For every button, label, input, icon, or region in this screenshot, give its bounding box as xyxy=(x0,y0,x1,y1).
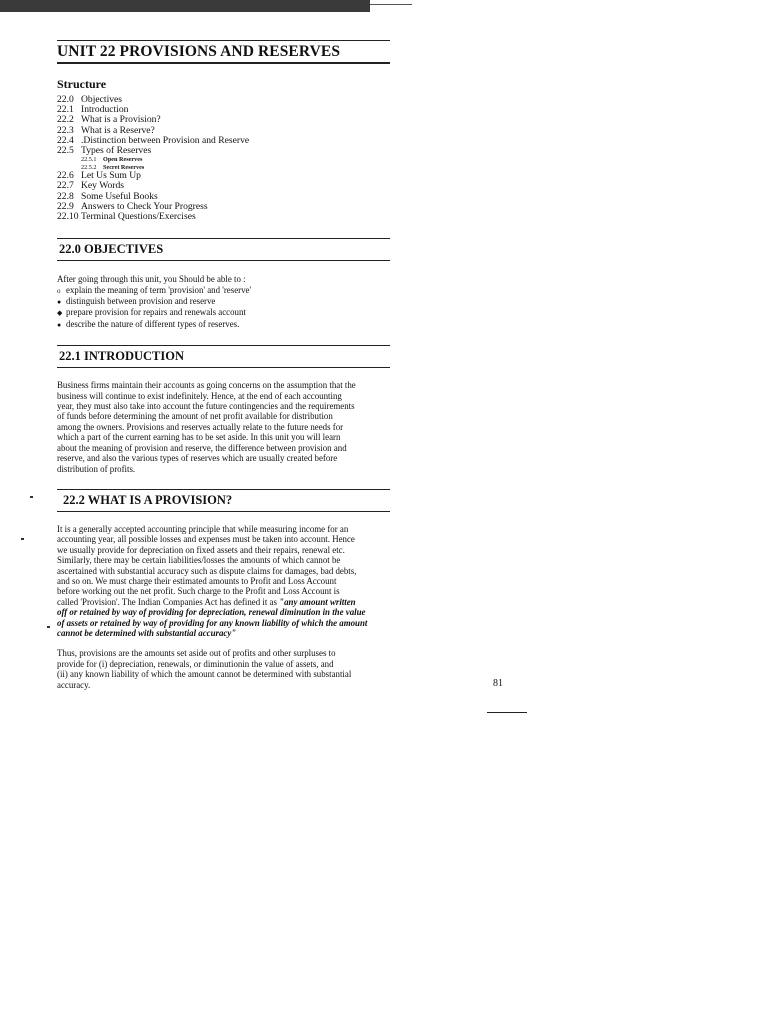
title-rule-bottom xyxy=(57,62,390,64)
text-line: distribution of profits. xyxy=(57,463,136,474)
toc-label: Introduction xyxy=(81,104,129,116)
quote-line: cannot be determined with substantial accuracy" xyxy=(57,627,237,638)
objective-item xyxy=(57,296,390,307)
objective-text: describe the nature of different types of reserves. xyxy=(66,318,240,329)
page-footer-rule xyxy=(487,712,527,713)
objectives-list xyxy=(57,285,390,331)
text-line: and so on. We must charge their estimated amounts to Profit and Loss Account xyxy=(57,575,337,586)
toc-label: Objectives xyxy=(81,94,123,105)
text-line: Similarly, there may be certain liabilities/losses the amounts of which cannot be xyxy=(57,555,341,566)
toc-label: Terminal Questions/Exercises xyxy=(81,211,196,223)
provision-summary-text xyxy=(57,648,390,690)
page-number: 81 xyxy=(493,678,503,689)
objective-text: explain the meaning of term 'provision' and 'reserve' xyxy=(66,284,252,295)
objectives-heading: 22.0 OBJECTIVES xyxy=(59,242,164,257)
text-line: of funds before determining the amount of net profit available for distribution xyxy=(57,411,333,422)
objective-item xyxy=(57,307,390,318)
text-line: It is a generally accepted accounting principle that while measuring income for an xyxy=(57,523,349,534)
text-line: before working out the net profit. Such charge to the Profit and Loss Account is xyxy=(57,586,340,597)
objectives-section xyxy=(57,238,390,330)
scan-mark xyxy=(47,626,50,628)
scan-edge-line xyxy=(370,4,412,5)
scan-mark xyxy=(30,496,33,498)
scan-mark xyxy=(21,538,24,540)
introduction-section xyxy=(57,345,390,474)
text-line: reserve, and also the various types of reserves which are usually created before xyxy=(57,453,338,464)
quote-line: off or retained by way of providing for depreciation, renewal diminution in the value xyxy=(57,607,366,618)
toc-number: 22.0 xyxy=(57,94,74,105)
provision-definition-quote xyxy=(57,607,390,638)
toc-number: 22.4 xyxy=(57,134,74,146)
text-line: (ii) any known liability of which the amount cannot be determined with substantial xyxy=(57,669,352,680)
toc-label: Answers to Check Your Progress xyxy=(81,200,208,212)
objective-item xyxy=(57,319,390,330)
toc-subitem xyxy=(57,156,390,164)
objective-text: prepare provision for repairs and renewals account xyxy=(66,307,246,318)
text-line: we usually provide for depreciation on fixed assets and their repairs, renewal etc. xyxy=(57,544,345,555)
unit-title: UNIT 22 PROVISIONS AND RESERVES xyxy=(57,43,341,60)
toc-number: 22.9 xyxy=(57,200,74,212)
bullet-icon: ● xyxy=(57,320,62,329)
section-rule xyxy=(57,511,390,512)
text-line: accuracy. xyxy=(57,679,91,690)
toc-label: Some Useful Books xyxy=(81,190,158,202)
provision-section xyxy=(57,489,390,690)
provision-heading: 22.2 WHAT IS A PROVISION? xyxy=(63,492,233,507)
provision-definition-line: called 'Provision'. The Indian Companies Act has defined it as "any amount written xyxy=(57,596,356,607)
text-line: among the owners. Provisions and reserves actually relate to the future needs for xyxy=(57,421,344,432)
section-rule xyxy=(57,367,390,368)
toc-number: 22.6 xyxy=(57,170,74,182)
toc-number: 22.1 xyxy=(57,104,74,116)
toc-number: 22.2 xyxy=(57,114,74,126)
toc-item xyxy=(57,146,390,156)
toc-label: Let Us Sum Up xyxy=(81,170,141,182)
toc-number: 22.8 xyxy=(57,190,74,202)
introduction-heading: 22.1 INTRODUCTION xyxy=(59,349,185,364)
toc-label: Open Reserves xyxy=(103,156,143,164)
objective-text: distinguish between provision and reserve xyxy=(66,296,216,307)
quote-line: of assets or retained by way of providing for any known liability of which the amount xyxy=(57,617,368,628)
text-line: about the meaning of provision and reserve, the difference between provision and xyxy=(57,442,347,453)
toc-label: What is a Provision? xyxy=(81,114,161,126)
toc-label: What is a Reserve? xyxy=(81,124,155,136)
title-rule-top xyxy=(57,40,390,41)
toc-number: 22.10 xyxy=(57,211,79,223)
toc-label: Key Words xyxy=(81,180,125,192)
text-line: ascertained with substantial accuracy such as dispute claims for damages, bad debts, xyxy=(57,565,357,576)
provision-text xyxy=(57,524,390,597)
bullet-icon: ◆ xyxy=(57,309,63,318)
document-page xyxy=(57,40,390,690)
section-rule xyxy=(57,260,390,261)
bullet-icon: o xyxy=(57,286,61,295)
text-line: Thus, provisions are the amounts set aside out of profits and other surpluses to xyxy=(57,648,336,659)
introduction-text xyxy=(57,380,390,474)
objectives-intro: After going through this unit, you Should be able to : xyxy=(57,274,246,285)
toc-item xyxy=(57,212,390,222)
scan-edge-bar xyxy=(0,0,370,12)
structure-heading: Structure xyxy=(57,77,107,91)
text-line: year, they must also take into account the future contingencies and the requirements xyxy=(57,401,355,412)
bullet-icon: ● xyxy=(57,298,62,307)
text-line: Business firms maintain their accounts as going concerns on the assumption that the xyxy=(57,380,356,391)
toc-label: .Distinction between Provision and Reserve xyxy=(81,134,250,146)
toc-number: 22.5.2 xyxy=(81,163,97,171)
toc-label: Types of Reserves xyxy=(81,145,152,157)
text-line: provide for (i) depreciation, renewals, or diminutionin the value of assets, and xyxy=(57,658,334,669)
objective-item xyxy=(57,285,390,296)
toc-number: 22.7 xyxy=(57,180,74,192)
text-line: accounting year, all possible losses and expenses must be taken into account. Hence xyxy=(57,534,355,545)
toc-number: 22.3 xyxy=(57,124,74,136)
table-of-contents xyxy=(57,95,390,222)
toc-label: Secret Reserves xyxy=(103,163,145,171)
text-line: which a part of the current earning has to be set aside. In this unit you will learn xyxy=(57,432,341,443)
text-line: business will continue to exist indefinitely. Hence, at the end of each accounting xyxy=(57,390,342,401)
toc-number: 22.5 xyxy=(57,145,74,157)
toc-number: 22.5.1 xyxy=(81,156,97,164)
